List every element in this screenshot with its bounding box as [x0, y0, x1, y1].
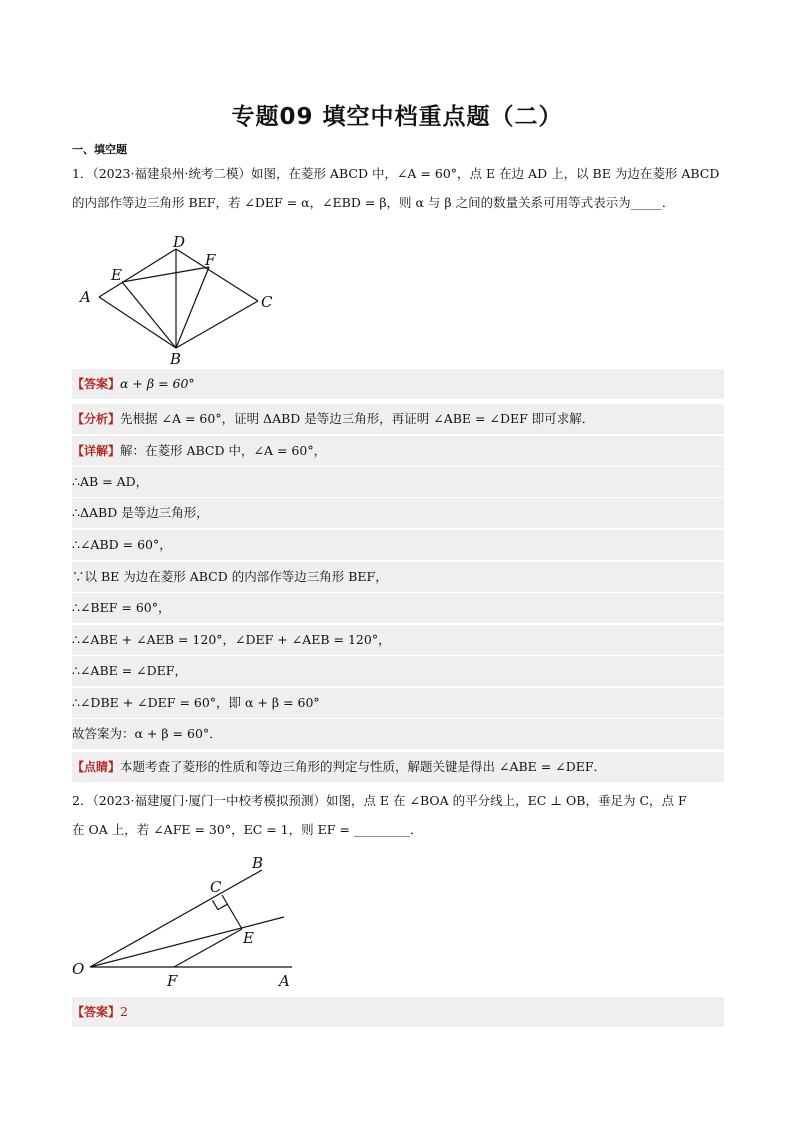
- segment-FB: [176, 267, 209, 348]
- detail-row-7: [72, 656, 724, 686]
- detail-line: 故答案为：α + β = 60°．: [72, 726, 222, 741]
- label-E: E: [243, 929, 254, 947]
- segment-EC: [222, 895, 242, 929]
- label-C: C: [210, 878, 222, 896]
- comment-text: 本题考查了菱形的性质和等边三角形的判定与性质，解题关键是得出 ∠ABE = ∠DEF．: [120, 759, 607, 774]
- question-2-line-2: 在 OA 上，若 ∠AFE = 30°，EC = 1，则 EF = _________．: [72, 822, 423, 837]
- detail-row-1: [72, 467, 724, 497]
- question-1-stem: [72, 159, 724, 217]
- question-2-figure: [66, 850, 306, 990]
- detail-line: ∴∠BEF = 60°，: [72, 600, 171, 615]
- segment-BA: [99, 297, 176, 348]
- right-angle-mark: [213, 900, 228, 909]
- comment-tag: 【点睛】: [72, 760, 121, 774]
- label-E: E: [111, 266, 122, 284]
- question-1-line-2: 的内部作等边三角形 BEF，若 ∠DEF = α，∠EBD = β，则 α 与 β 之间的数量关系可用等式表示为_____．: [72, 195, 675, 210]
- detail-row-3: [72, 530, 724, 560]
- detail-line: ∴∠ABD = 60°，: [72, 537, 172, 552]
- detail-line: 解：在菱形 ABCD 中，∠A = 60°，: [120, 443, 327, 458]
- answer-row-1: [72, 369, 724, 399]
- answer-tag: 【答案】: [72, 377, 121, 391]
- answer-row-2: [72, 997, 724, 1027]
- detail-row-0: [72, 436, 724, 466]
- analysis-tag: 【分析】: [72, 412, 121, 426]
- detail-row-5: [72, 593, 724, 623]
- detail-line: ∴∠ABE = ∠DEF，: [72, 663, 187, 678]
- label-F: F: [205, 251, 216, 269]
- analysis-row: [72, 404, 724, 434]
- answer-tag: 【答案】: [72, 1005, 121, 1019]
- detail-line: ∵以 BE 为边在菱形 ABCD 的内部作等边三角形 BEF，: [72, 569, 388, 584]
- detail-line: ∴∠ABE + ∠AEB = 120°，∠DEF + ∠AEB = 120°，: [72, 632, 391, 647]
- detail-line: ∴AB = AD，: [72, 474, 149, 489]
- detail-line: ∴ΔABD 是等边三角形，: [72, 505, 209, 520]
- segment-EB: [122, 282, 176, 348]
- segment-FE: [174, 929, 242, 967]
- label-A: A: [80, 288, 91, 306]
- label-B: B: [252, 854, 264, 872]
- label-F: F: [167, 972, 178, 990]
- label-C: C: [261, 293, 273, 311]
- detail-row-2: [72, 498, 724, 528]
- segment-CB: [176, 301, 258, 348]
- page-title: 专题09 填空中档重点题（二）: [231, 104, 563, 130]
- label-O: O: [72, 960, 85, 978]
- segment-DC: [176, 249, 258, 301]
- answer-value: 2: [120, 1004, 128, 1019]
- label-A: A: [279, 972, 290, 990]
- question-2-stem: [72, 786, 724, 844]
- answer-value: α + β = 60°: [120, 376, 195, 391]
- analysis-text: 先根据 ∠A = 60°，证明 ΔABD 是等边三角形，再证明 ∠ABE = ∠DEF 即可求解．: [120, 411, 595, 426]
- question-2-line-1: 2．（2023·福建厦门·厦门一中校考模拟预测）如图，点 E 在 ∠BOA 的平分线上，EC ⊥ OB，垂足为 C，点 F: [72, 793, 687, 808]
- label-D: D: [173, 233, 186, 251]
- section-heading: 一、填空题: [72, 143, 127, 156]
- comment-row: [72, 752, 724, 782]
- detail-row-9: [72, 719, 724, 749]
- detail-row-8: [72, 688, 724, 718]
- question-1-line-1: 1．（2023·福建泉州·统考二模）如图，在菱形 ABCD 中，∠A = 60°，点 E 在边 AD 上，以 BE 为边在菱形 ABCD: [72, 166, 720, 181]
- label-B: B: [170, 350, 182, 368]
- detail-row-4: [72, 562, 724, 592]
- question-1-figure: [72, 230, 292, 370]
- detail-tag: 【详解】: [72, 444, 121, 458]
- detail-row-6: [72, 625, 724, 655]
- detail-line: ∴∠DBE + ∠DEF = 60°，即 α + β = 60°: [72, 695, 320, 710]
